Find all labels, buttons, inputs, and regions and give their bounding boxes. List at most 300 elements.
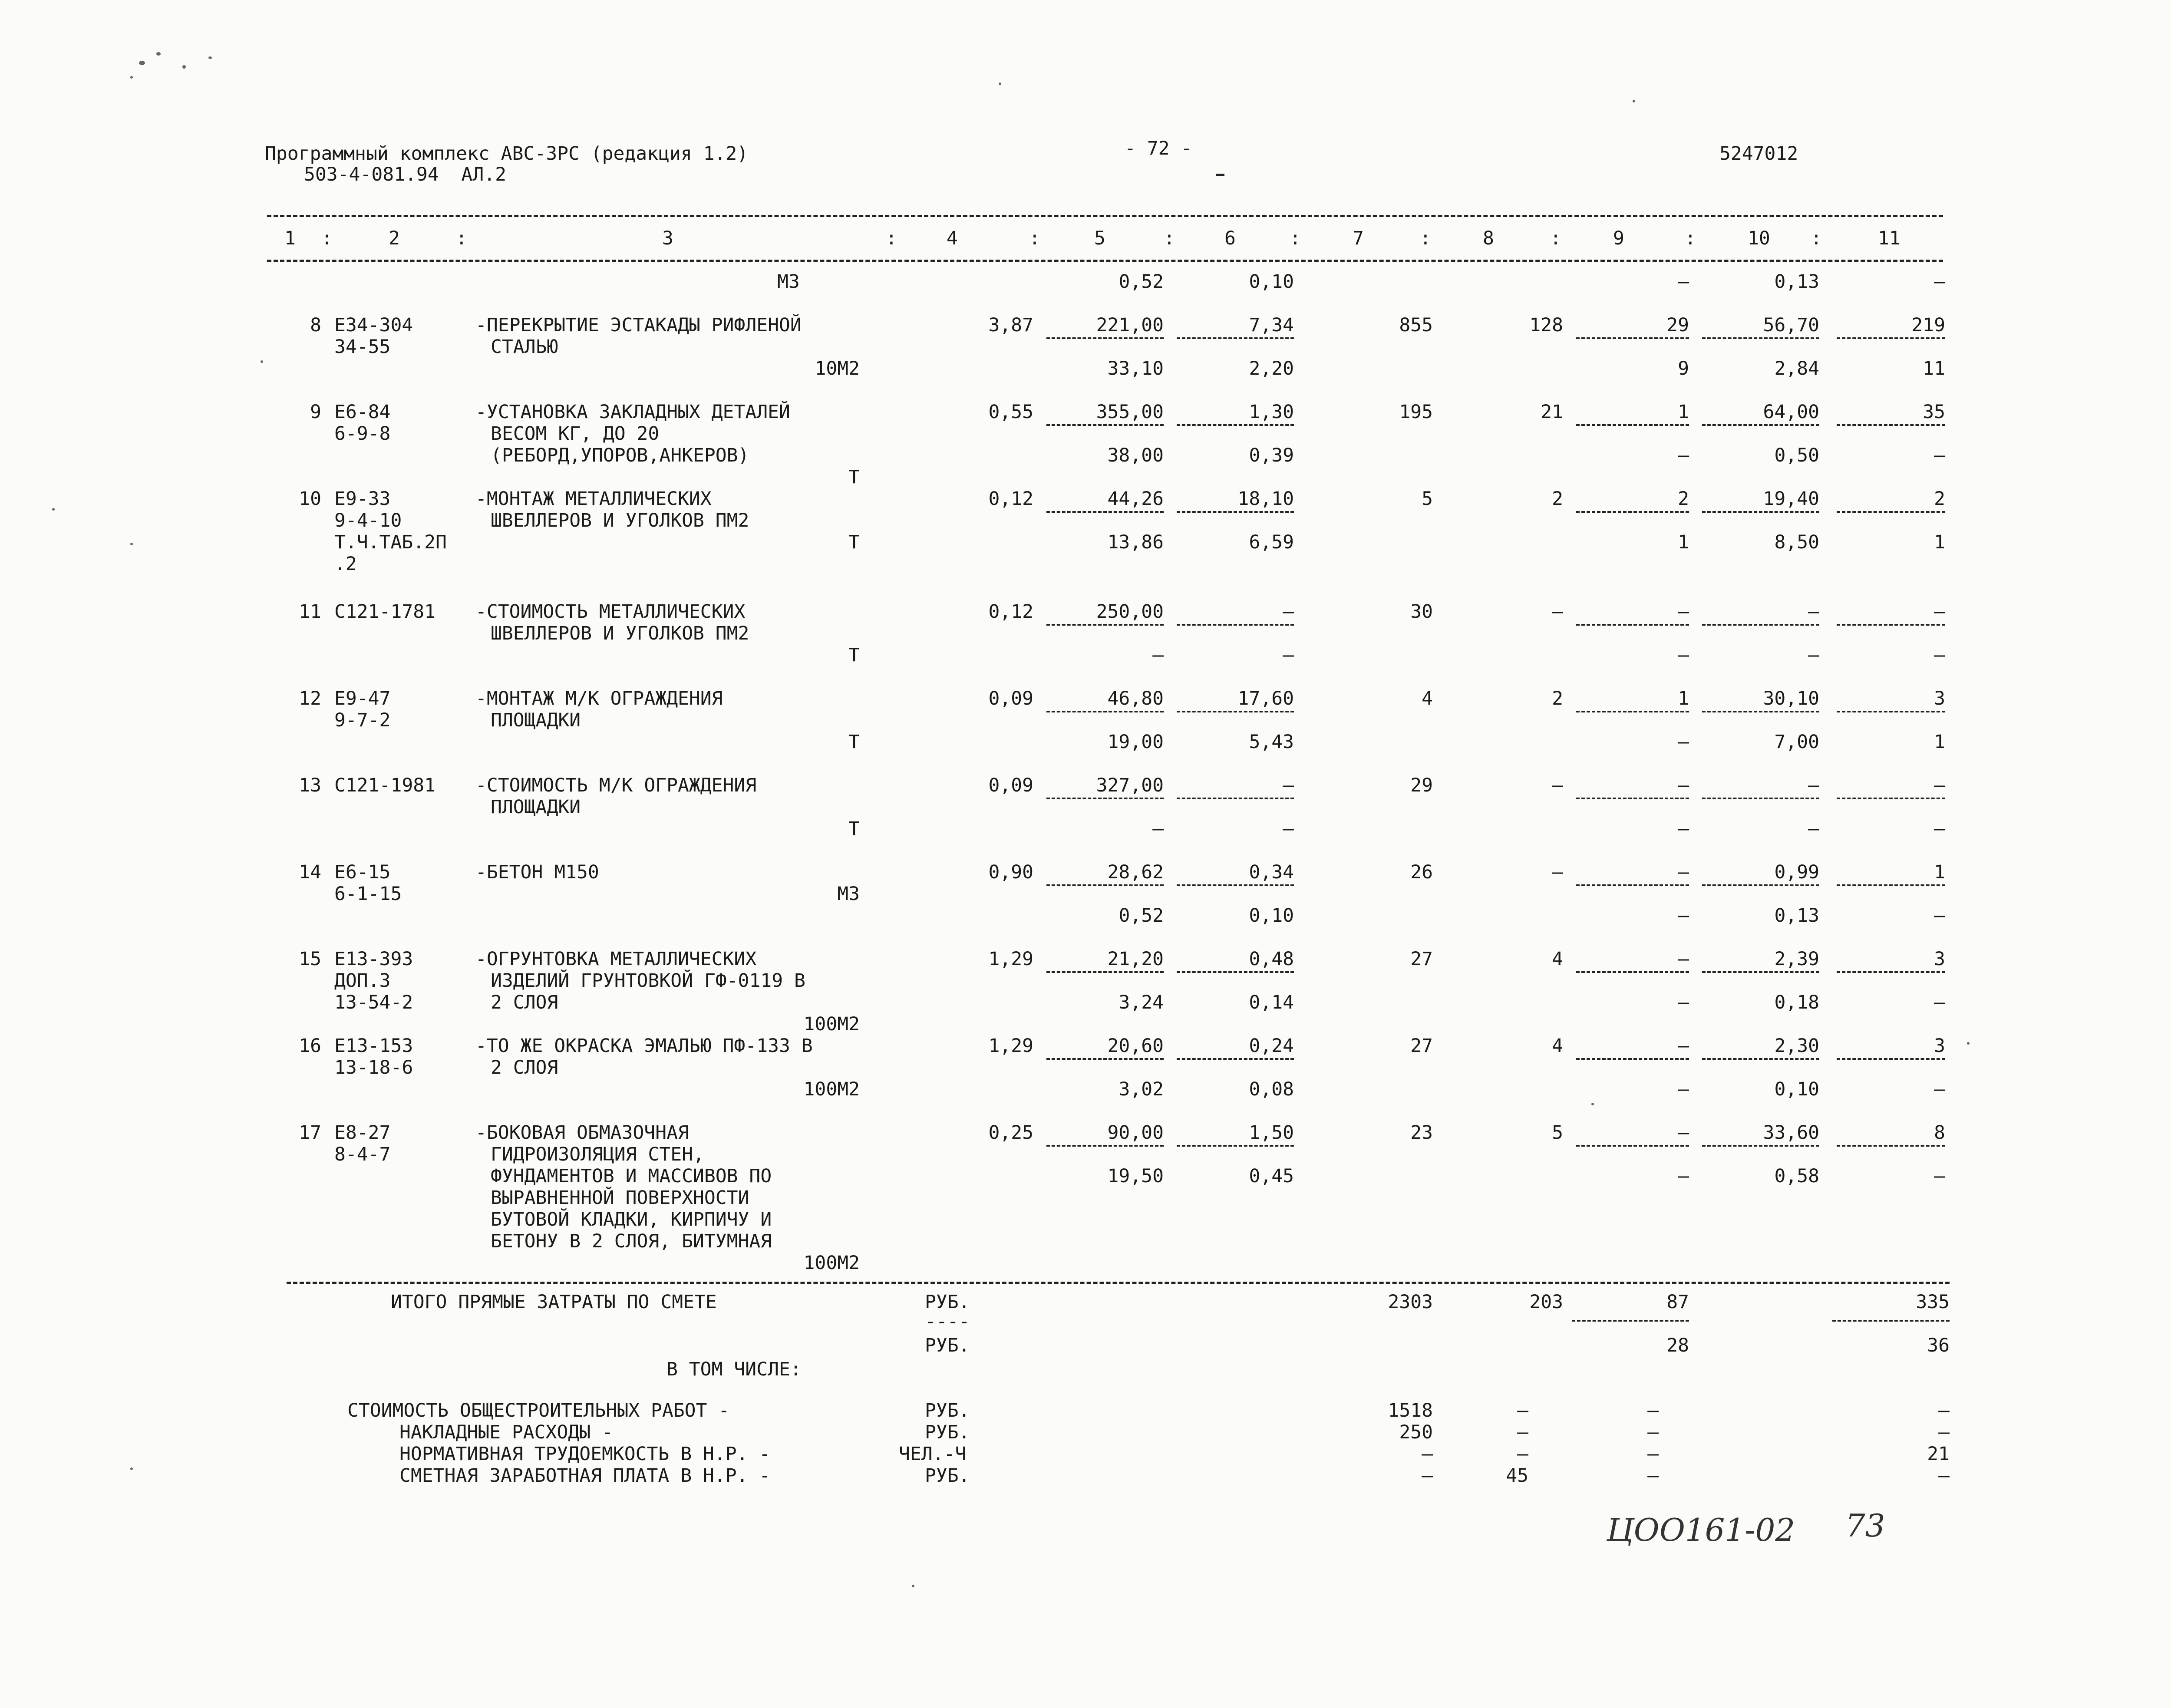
- column-header-10: 10: [1748, 228, 1770, 249]
- pre-row-col11: –: [1934, 271, 1945, 293]
- row-col5-bottom: 13,86: [1107, 531, 1164, 553]
- row-col11-top: –: [1934, 601, 1945, 623]
- value-split-rule: [1576, 711, 1689, 712]
- value-split-rule: [1046, 711, 1164, 712]
- value-split-rule: [1837, 971, 1945, 973]
- totals-col9-rule: [1572, 1320, 1689, 1322]
- row-code: 8-4-7: [334, 1144, 391, 1165]
- row-col10-top: 2,39: [1774, 948, 1819, 970]
- row-col9-bottom: –: [1678, 992, 1689, 1013]
- column-header-1: 1: [284, 228, 296, 249]
- row-col9-top: 29: [1666, 314, 1689, 336]
- row-col6-top: 0,34: [1249, 861, 1294, 883]
- breakdown-unit: РУБ.: [925, 1465, 970, 1487]
- breakdown-col9: –: [1647, 1443, 1659, 1465]
- row-unit: Т: [848, 531, 860, 553]
- value-split-rule: [1702, 884, 1819, 886]
- value-split-rule: [1702, 511, 1819, 513]
- row-col6-top: 17,60: [1237, 688, 1294, 709]
- value-split-rule: [1177, 798, 1294, 799]
- column-header-separator: :: [321, 228, 333, 249]
- row-col6-top: 18,10: [1237, 488, 1294, 510]
- row-col8: –: [1552, 861, 1563, 883]
- value-split-rule: [1702, 711, 1819, 712]
- row-col5-top: 250,00: [1096, 601, 1164, 623]
- value-split-rule: [1837, 1145, 1945, 1147]
- value-split-rule: [1046, 971, 1164, 973]
- value-split-rule: [1046, 337, 1164, 339]
- breakdown-label: НОРМАТИВНАЯ ТРУДОЕМКОСТЬ В Н.Р. -: [399, 1443, 771, 1465]
- totals-col9-top: 87: [1666, 1291, 1689, 1313]
- row-unit: 100М2: [803, 1252, 860, 1274]
- row-col5-bottom: –: [1152, 818, 1164, 840]
- row-description: ВЫРАВНЕННОЙ ПОВЕРХНОСТИ: [491, 1187, 749, 1209]
- row-col11-bottom: 1: [1934, 731, 1945, 753]
- row-col11-top: –: [1934, 775, 1945, 796]
- row-unit: Т: [848, 818, 860, 840]
- row-col7: 4: [1422, 688, 1433, 709]
- row-description: ПЛОЩАДКИ: [491, 796, 581, 818]
- totals-unit-1: РУБ.: [925, 1291, 970, 1313]
- row-number: 8: [310, 314, 321, 336]
- row-col8: 128: [1529, 314, 1563, 336]
- row-col11-top: 3: [1934, 688, 1945, 709]
- row-col5-bottom: 3,02: [1118, 1078, 1164, 1100]
- column-header-separator: :: [1290, 228, 1301, 249]
- row-col4: 0,25: [988, 1122, 1033, 1144]
- row-col11-top: 1: [1934, 861, 1945, 883]
- value-split-rule: [1702, 971, 1819, 973]
- header-mark: [1216, 174, 1224, 176]
- row-col10-bottom: –: [1808, 644, 1819, 666]
- row-number: 12: [299, 688, 321, 709]
- row-unit: Т: [848, 466, 860, 488]
- row-unit: 100М2: [803, 1078, 860, 1100]
- row-col5-bottom: 33,10: [1107, 358, 1164, 379]
- row-description: ШВЕЛЛЕРОВ И УГОЛКОВ ПМ2: [491, 623, 749, 644]
- row-col5-top: 44,26: [1107, 488, 1164, 510]
- row-col8: –: [1552, 775, 1563, 796]
- row-col5-top: 327,00: [1096, 775, 1164, 796]
- row-col9-bottom: 9: [1678, 358, 1689, 379]
- row-col10-top: 64,00: [1763, 401, 1819, 423]
- value-split-rule: [1177, 971, 1294, 973]
- value-split-rule: [1576, 971, 1689, 973]
- totals-col7: 2303: [1388, 1291, 1433, 1313]
- document-code: 5247012: [1719, 143, 1798, 165]
- row-col7: 29: [1410, 775, 1433, 796]
- row-col10-top: 2,30: [1774, 1035, 1819, 1057]
- row-col9-top: –: [1678, 1122, 1689, 1144]
- row-col6-top: –: [1283, 775, 1294, 796]
- row-description: ПЛОЩАДКИ: [491, 709, 581, 731]
- value-split-rule: [1837, 424, 1945, 426]
- page-number: - 72 -: [1125, 138, 1192, 159]
- row-code: С121-1981: [334, 775, 436, 796]
- value-split-rule: [1576, 1058, 1689, 1060]
- value-split-rule: [1702, 337, 1819, 339]
- row-col11-bottom: –: [1934, 992, 1945, 1013]
- row-col8: 2: [1552, 488, 1563, 510]
- value-split-rule: [1177, 424, 1294, 426]
- row-col9-bottom: –: [1678, 644, 1689, 666]
- row-description: СТАЛЬЮ: [491, 336, 558, 358]
- breakdown-label: НАКЛАДНЫЕ РАСХОДЫ -: [399, 1421, 613, 1443]
- breakdown-col7: –: [1422, 1465, 1433, 1487]
- row-col7: 27: [1410, 1035, 1433, 1057]
- row-col6-bottom: 0,45: [1249, 1165, 1294, 1187]
- row-col4: 1,29: [988, 1035, 1033, 1057]
- breakdown-col9: –: [1647, 1465, 1659, 1487]
- row-col9-bottom: –: [1678, 905, 1689, 927]
- row-col6-bottom: 0,39: [1249, 445, 1294, 466]
- row-col11-top: 219: [1911, 314, 1945, 336]
- row-col5-top: 20,60: [1107, 1035, 1164, 1057]
- value-split-rule: [1046, 424, 1164, 426]
- value-split-rule: [1177, 1058, 1294, 1060]
- row-code: 13-18-6: [334, 1057, 413, 1078]
- value-split-rule: [1576, 884, 1689, 886]
- column-header-separator: :: [1420, 228, 1431, 249]
- row-description: -УСТАНОВКА ЗАКЛАДНЫХ ДЕТАЛЕЙ: [475, 401, 790, 423]
- breakdown-col8: –: [1517, 1400, 1528, 1421]
- value-split-rule: [1576, 624, 1689, 626]
- column-header-7: 7: [1353, 228, 1364, 249]
- row-number: 15: [299, 948, 321, 970]
- value-split-rule: [1576, 337, 1689, 339]
- row-col10-top: 0,99: [1774, 861, 1819, 883]
- value-split-rule: [1837, 884, 1945, 886]
- row-col4: 0,12: [988, 488, 1033, 510]
- row-number: 14: [299, 861, 321, 883]
- handwritten-page-number: 73: [1845, 1507, 1885, 1544]
- totals-col11-bottom: 36: [1927, 1335, 1950, 1356]
- row-col4: 3,87: [988, 314, 1033, 336]
- value-split-rule: [1576, 511, 1689, 513]
- row-col4: 0,12: [988, 601, 1033, 623]
- row-number: 11: [299, 601, 321, 623]
- totals-label: ИТОГО ПРЯМЫЕ ЗАТРАТЫ ПО СМЕТЕ: [391, 1291, 717, 1313]
- breakdown-col11: –: [1938, 1465, 1950, 1487]
- row-col10-top: –: [1808, 775, 1819, 796]
- totals-col11-top: 335: [1916, 1291, 1950, 1313]
- row-col6-bottom: 6,59: [1249, 531, 1294, 553]
- pre-row-col10: 0,13: [1774, 271, 1819, 293]
- row-col11-bottom: –: [1934, 818, 1945, 840]
- row-col7: 27: [1410, 948, 1433, 970]
- row-col7: 23: [1410, 1122, 1433, 1144]
- row-description: ШВЕЛЛЕРОВ И УГОЛКОВ ПМ2: [491, 510, 749, 531]
- row-code: 13-54-2: [334, 992, 413, 1013]
- column-header-6: 6: [1224, 228, 1236, 249]
- row-col5-bottom: –: [1152, 644, 1164, 666]
- including-label: В ТОМ ЧИСЛЕ:: [666, 1358, 802, 1380]
- value-split-rule: [1576, 1145, 1689, 1147]
- breakdown-label: СМЕТНАЯ ЗАРАБОТНАЯ ПЛАТА В Н.Р. -: [399, 1465, 771, 1487]
- row-description: -МОНТАЖ М/К ОГРАЖДЕНИЯ: [475, 688, 723, 709]
- breakdown-col11: 21: [1927, 1443, 1950, 1465]
- row-col5-bottom: 38,00: [1107, 445, 1164, 466]
- row-col6-bottom: 0,14: [1249, 992, 1294, 1013]
- value-split-rule: [1046, 511, 1164, 513]
- row-col11-top: 2: [1934, 488, 1945, 510]
- row-col7: 5: [1422, 488, 1433, 510]
- row-col7: 26: [1410, 861, 1433, 883]
- row-description: БУТОВОЙ КЛАДКИ, КИРПИЧУ И: [491, 1209, 772, 1230]
- row-code: Е6-15: [334, 861, 391, 883]
- row-col11-bottom: –: [1934, 1078, 1945, 1100]
- row-col5-top: 355,00: [1096, 401, 1164, 423]
- row-col7: 195: [1399, 401, 1433, 423]
- row-description: -МОНТАЖ МЕТАЛЛИЧЕСКИХ: [475, 488, 712, 510]
- project-code: 503-4-081.94 АЛ.2: [304, 164, 506, 185]
- breakdown-col8: –: [1517, 1421, 1528, 1443]
- column-header-rule: [267, 260, 1943, 262]
- row-code: Е13-153: [334, 1035, 413, 1057]
- column-header-separator: :: [886, 228, 897, 249]
- row-description: (РЕБОРД,УПОРОВ,АНКЕРОВ): [491, 445, 749, 466]
- breakdown-col11: –: [1938, 1400, 1950, 1421]
- value-split-rule: [1837, 711, 1945, 712]
- row-col10-top: 56,70: [1763, 314, 1819, 336]
- row-col10-bottom: 7,00: [1774, 731, 1819, 753]
- row-col5-bottom: 19,00: [1107, 731, 1164, 753]
- row-unit: 10М2: [815, 358, 860, 379]
- row-col6-bottom: 5,43: [1249, 731, 1294, 753]
- row-col9-top: 1: [1678, 401, 1689, 423]
- row-col11-top: 8: [1934, 1122, 1945, 1144]
- value-split-rule: [1702, 1145, 1819, 1147]
- row-col5-top: 21,20: [1107, 948, 1164, 970]
- row-col10-bottom: 0,50: [1774, 445, 1819, 466]
- value-split-rule: [1702, 624, 1819, 626]
- row-description: ВЕСОМ КГ, ДО 20: [491, 423, 660, 445]
- breakdown-col8: –: [1517, 1443, 1528, 1465]
- row-col11-bottom: –: [1934, 905, 1945, 927]
- row-number: 13: [299, 775, 321, 796]
- row-col10-top: 19,40: [1763, 488, 1819, 510]
- row-col6-top: –: [1283, 601, 1294, 623]
- row-col4: 0,55: [988, 401, 1033, 423]
- column-header-5: 5: [1094, 228, 1105, 249]
- pre-row-col9: –: [1678, 271, 1689, 293]
- breakdown-unit: ЧЕЛ.-Ч: [899, 1443, 967, 1465]
- row-col5-bottom: 0,52: [1118, 905, 1164, 927]
- row-unit: Т: [848, 644, 860, 666]
- row-col11-bottom: –: [1934, 1165, 1945, 1187]
- row-description: -ТО ЖЕ ОКРАСКА ЭМАЛЬЮ ПФ-133 В: [475, 1035, 813, 1057]
- row-col9-bottom: –: [1678, 1078, 1689, 1100]
- row-col6-top: 7,34: [1249, 314, 1294, 336]
- row-col6-bottom: 2,20: [1249, 358, 1294, 379]
- row-col10-bottom: –: [1808, 818, 1819, 840]
- row-number: 9: [310, 401, 321, 423]
- value-split-rule: [1177, 624, 1294, 626]
- row-col11-top: 3: [1934, 1035, 1945, 1057]
- breakdown-col11: –: [1938, 1421, 1950, 1443]
- row-col5-top: 90,00: [1107, 1122, 1164, 1144]
- breakdown-col7: 1518: [1388, 1400, 1433, 1421]
- row-code: .2: [334, 553, 357, 575]
- row-code: 6-1-15: [334, 883, 402, 905]
- row-number: 17: [299, 1122, 321, 1144]
- breakdown-col7: 250: [1399, 1421, 1433, 1443]
- row-col6-bottom: 0,08: [1249, 1078, 1294, 1100]
- row-description: ФУНДАМЕНТОВ И МАССИВОВ ПО: [491, 1165, 772, 1187]
- row-col10-top: 33,60: [1763, 1122, 1819, 1144]
- row-col9-top: –: [1678, 775, 1689, 796]
- totals-col11-rule: [1832, 1320, 1950, 1322]
- row-col10-bottom: 8,50: [1774, 531, 1819, 553]
- row-col9-top: –: [1678, 948, 1689, 970]
- row-col11-bottom: –: [1934, 644, 1945, 666]
- value-split-rule: [1702, 424, 1819, 426]
- row-description: ГИДРОИЗОЛЯЦИЯ СТЕН,: [491, 1144, 704, 1165]
- pre-row-col6: 0,10: [1249, 271, 1294, 293]
- value-split-rule: [1702, 1058, 1819, 1060]
- row-unit: 100М2: [803, 1013, 860, 1035]
- column-header-2: 2: [389, 228, 400, 249]
- pre-row-unit: М3: [777, 271, 800, 293]
- column-header-9: 9: [1613, 228, 1624, 249]
- row-col4: 0,90: [988, 861, 1033, 883]
- row-col10-top: 30,10: [1763, 688, 1819, 709]
- row-col5-bottom: 19,50: [1107, 1165, 1164, 1187]
- row-code: ДОП.3: [334, 970, 391, 992]
- value-split-rule: [1046, 1145, 1164, 1147]
- row-col10-bottom: 2,84: [1774, 358, 1819, 379]
- value-split-rule: [1837, 798, 1945, 799]
- value-split-rule: [1837, 511, 1945, 513]
- value-split-rule: [1837, 337, 1945, 339]
- row-col5-top: 221,00: [1096, 314, 1164, 336]
- table-top-rule: [267, 215, 1943, 217]
- row-description: ИЗДЕЛИЙ ГРУНТОВКОЙ ГФ-0119 В: [491, 970, 805, 992]
- row-description: 2 СЛОЯ: [491, 992, 558, 1013]
- row-code: Е6-84: [334, 401, 391, 423]
- row-description: -ПЕРЕКРЫТИЕ ЭСТАКАДЫ РИФЛЕНОЙ: [475, 314, 802, 336]
- row-col11-bottom: –: [1934, 445, 1945, 466]
- row-description: -ОГРУНТОВКА МЕТАЛЛИЧЕСКИХ: [475, 948, 757, 970]
- row-code: Е13-393: [334, 948, 413, 970]
- row-col4: 0,09: [988, 775, 1033, 796]
- row-col9-top: –: [1678, 861, 1689, 883]
- row-description: -БЕТОН М150: [475, 861, 599, 883]
- value-split-rule: [1837, 1058, 1945, 1060]
- value-split-rule: [1702, 798, 1819, 799]
- row-description: 2 СЛОЯ: [491, 1057, 558, 1078]
- row-code: 9-4-10: [334, 510, 402, 531]
- row-col5-top: 28,62: [1107, 861, 1164, 883]
- row-col10-bottom: 0,10: [1774, 1078, 1819, 1100]
- row-col10-bottom: 0,13: [1774, 905, 1819, 927]
- breakdown-unit: РУБ.: [925, 1421, 970, 1443]
- breakdown-col9: –: [1647, 1421, 1659, 1443]
- row-code: 6-9-8: [334, 423, 391, 445]
- value-split-rule: [1837, 624, 1945, 626]
- column-header-separator: :: [1029, 228, 1040, 249]
- row-code: 34-55: [334, 336, 391, 358]
- totals-col9-bottom: 28: [1666, 1335, 1689, 1356]
- row-col9-bottom: –: [1678, 1165, 1689, 1187]
- column-header-separator: :: [1550, 228, 1561, 249]
- row-col9-top: –: [1678, 1035, 1689, 1057]
- row-code: Е9-33: [334, 488, 391, 510]
- row-description: -СТОИМОСТЬ М/К ОГРАЖДЕНИЯ: [475, 775, 757, 796]
- value-split-rule: [1177, 884, 1294, 886]
- row-col11-bottom: 11: [1923, 358, 1945, 379]
- row-col8: 2: [1552, 688, 1563, 709]
- row-unit: Т: [848, 731, 860, 753]
- row-col9-bottom: –: [1678, 818, 1689, 840]
- value-split-rule: [1576, 424, 1689, 426]
- column-header-separator: :: [1685, 228, 1696, 249]
- column-header-8: 8: [1483, 228, 1494, 249]
- value-split-rule: [1576, 798, 1689, 799]
- row-code: Е9-47: [334, 688, 391, 709]
- row-col6-top: 1,30: [1249, 401, 1294, 423]
- row-code: Е34-304: [334, 314, 413, 336]
- row-col4: 0,09: [988, 688, 1033, 709]
- value-split-rule: [1046, 624, 1164, 626]
- column-header-3: 3: [662, 228, 673, 249]
- value-split-rule: [1177, 711, 1294, 712]
- column-header-separator: :: [1811, 228, 1822, 249]
- row-col6-bottom: 0,10: [1249, 905, 1294, 927]
- row-code: Т.Ч.ТАБ.2П: [334, 531, 447, 553]
- row-col10-top: –: [1808, 601, 1819, 623]
- row-col8: 5: [1552, 1122, 1563, 1144]
- column-header-4: 4: [947, 228, 958, 249]
- row-col9-top: 1: [1678, 688, 1689, 709]
- row-col11-top: 35: [1923, 401, 1945, 423]
- program-title: Программный комплекс АВС-3РС (редакция 1.2): [265, 143, 749, 165]
- breakdown-unit: РУБ.: [925, 1400, 970, 1421]
- row-col9-bottom: –: [1678, 445, 1689, 466]
- totals-rule: [287, 1282, 1950, 1284]
- value-split-rule: [1046, 1058, 1164, 1060]
- breakdown-label: СТОИМОСТЬ ОБЩЕСТРОИТЕЛЬНЫХ РАБОТ -: [347, 1400, 730, 1421]
- row-col9-bottom: –: [1678, 731, 1689, 753]
- row-col6-top: 1,50: [1249, 1122, 1294, 1144]
- totals-col8: 203: [1529, 1291, 1563, 1313]
- row-col6-bottom: –: [1283, 644, 1294, 666]
- row-code: Е8-27: [334, 1122, 391, 1144]
- breakdown-col7: –: [1422, 1443, 1433, 1465]
- row-col6-bottom: –: [1283, 818, 1294, 840]
- column-header-separator: :: [1164, 228, 1175, 249]
- column-header-11: 11: [1878, 228, 1900, 249]
- row-col8: 21: [1541, 401, 1563, 423]
- row-code: 9-7-2: [334, 709, 391, 731]
- value-split-rule: [1046, 798, 1164, 799]
- row-col11-top: 3: [1934, 948, 1945, 970]
- column-header-separator: :: [456, 228, 467, 249]
- row-col5-top: 46,80: [1107, 688, 1164, 709]
- handwritten-reference: ЦОО161-02: [1607, 1512, 1795, 1548]
- row-col9-top: 2: [1678, 488, 1689, 510]
- row-col4: 1,29: [988, 948, 1033, 970]
- row-description: БЕТОНУ В 2 СЛОЯ, БИТУМНАЯ: [491, 1230, 772, 1252]
- row-col11-bottom: 1: [1934, 531, 1945, 553]
- row-col7: 855: [1399, 314, 1433, 336]
- row-col8: –: [1552, 601, 1563, 623]
- row-number: 10: [299, 488, 321, 510]
- row-col5-bottom: 3,24: [1118, 992, 1164, 1013]
- row-description: -БОКОВАЯ ОБМАЗОЧНАЯ: [475, 1122, 689, 1144]
- breakdown-col9: –: [1647, 1400, 1659, 1421]
- row-col6-top: 0,48: [1249, 948, 1294, 970]
